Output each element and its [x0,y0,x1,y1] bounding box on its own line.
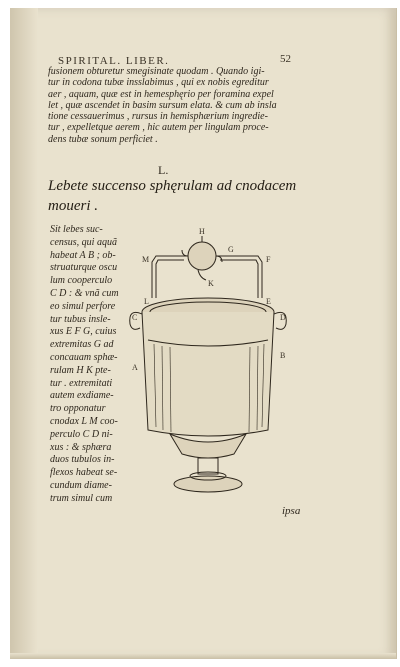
figure-label-k: K [208,279,214,288]
cnodax-lm-inner [156,260,184,298]
catchword: ipsa [282,505,301,517]
text-line: cundum diame- [50,479,112,491]
text-line: rulam H K pte- [50,364,111,376]
cauldron-foot [174,476,242,492]
heading-line: moueri . [48,198,98,214]
text-line: tro opponatur [50,403,106,415]
text-line: tur . extremitati [50,377,113,389]
page-spine-shadow [10,8,38,659]
text-line: flexos habeat se- [50,467,118,479]
text-line: tur tubus insle- [50,313,111,325]
figure-label-a: A [132,363,138,372]
sphere-shape [188,242,216,270]
text-line: duos tubulos in- [50,454,115,466]
text-line: concauam sphæ- [50,351,118,363]
text-line: trum simul cum [50,492,113,504]
text-line: eo simul perfore [50,300,116,312]
text-line: C D : & vnã cum [50,287,119,299]
tube-efg-inner [220,260,258,298]
figure-label-g: G [228,245,234,254]
text-line: dens tubæ sonum perficiet . [48,133,158,145]
page-number: 52 [280,53,291,65]
text-line: habeat A B ; ob- [50,249,116,261]
text-line: lum cooperculo [50,275,113,287]
text-line: autem exdiame- [50,390,114,402]
sphere-nozzle-left [182,250,188,256]
text-line: fusionem obturetur smegisinate quodam . Quando igi- [48,66,265,77]
aeolipile-figure [110,222,310,502]
figure-label-c: C [132,313,138,322]
figure-label-b: B [280,351,286,360]
text-line: tur in codona tubæ insslabimus , qui ex nobis egreditur [48,77,269,89]
cauldron-bowl-base [170,434,246,458]
text-line: xus : & sphæra [50,441,112,453]
figure-label-m: M [142,255,150,264]
text-line: Sit lebes suc- [50,224,103,235]
page-bottom-edge [10,653,396,659]
body-text-top [48,66,306,145]
figure-label-l: L [144,297,149,306]
text-line: aer , aquam, quæ est in hemesphęrio per foramina expel [48,88,274,100]
nozzle-k [198,270,206,280]
text-line: cnodax L M coo- [50,415,118,427]
section-heading [48,176,318,216]
tube-efg [216,256,262,298]
text-line: perculo C D ni- [50,428,113,440]
figure-label-f: F [266,255,271,264]
text-line: extremitas G ad [50,339,114,351]
cauldron-body [142,312,274,436]
sphere-nozzle-right [216,256,222,262]
figure-label-d: D [280,313,286,322]
text-line: tur , expelletque aerem , hic autem per lingulam proce- [48,122,269,134]
running-head: SPIRITAL. LIBER. [58,55,170,67]
text-line: let , quæ ascendet in basim sursum elata. & cum ab insla [48,99,277,111]
figure-label-h: H [199,227,205,236]
section-letter: L. [158,163,169,177]
text-line: xus E F G, cuius [50,326,117,338]
text-line: census, qui aquã [50,236,117,248]
figure-label-e: E [266,297,271,306]
heading-line: Lebete succenso sphęrulam ad cnodacem [48,178,297,194]
text-line: struaturque oscu [50,262,118,274]
text-line: tione cessauerimus , rursus in hemisphærium ingredie- [48,111,268,123]
